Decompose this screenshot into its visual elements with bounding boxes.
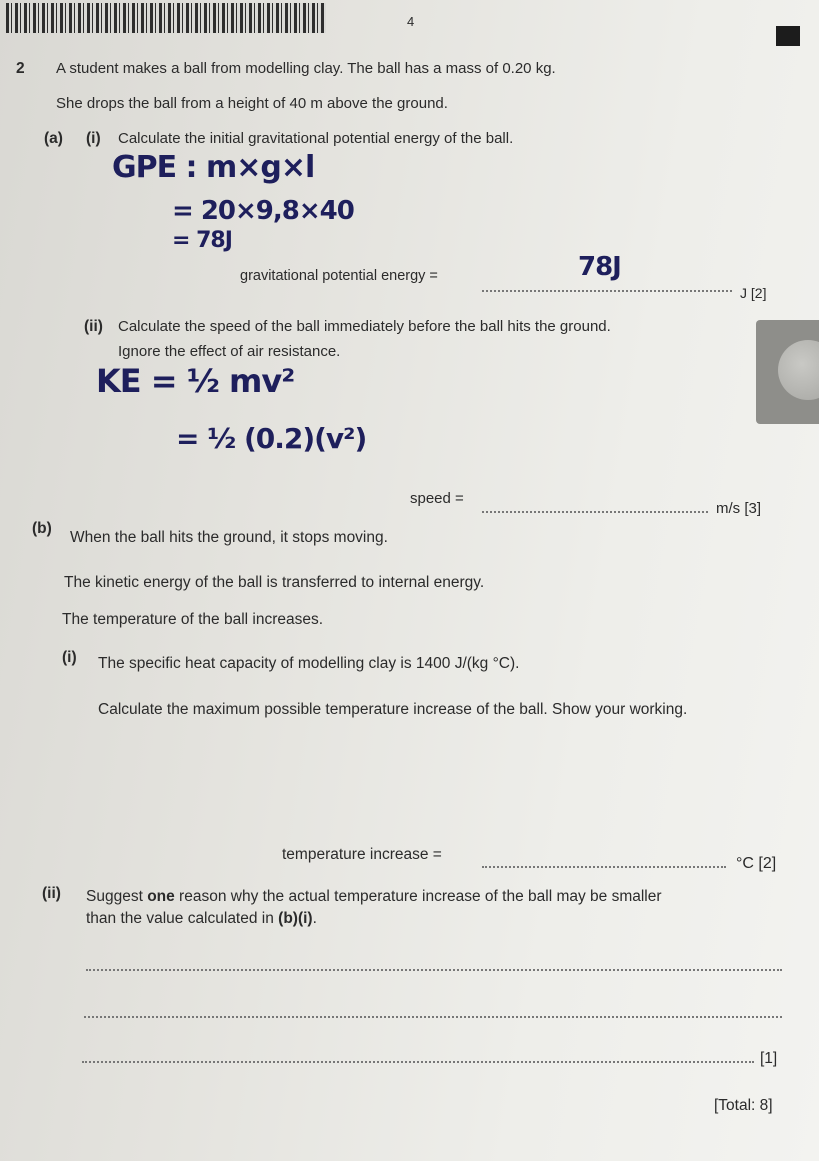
part-b-line-3: The temperature of the ball increases. bbox=[62, 611, 324, 628]
part-b-ii-text-bold: one bbox=[147, 888, 175, 905]
gpe-answer-line[interactable] bbox=[482, 290, 732, 292]
part-b-ii-text bbox=[86, 888, 662, 906]
speed-unit-marks: m/s [3] bbox=[716, 500, 762, 517]
answer-line-3[interactable] bbox=[82, 1061, 754, 1063]
corner-registration-mark bbox=[776, 26, 800, 46]
part-b-line-1: When the ball hits the ground, it stops moving. bbox=[70, 529, 388, 546]
handwritten-ke-substitution: = ½ (0.2)(v²) bbox=[176, 422, 367, 455]
speed-answer-label: speed = bbox=[410, 490, 464, 507]
part-b-ii-text-2-bold: (b)(i) bbox=[278, 910, 313, 927]
intro-line-1: A student makes a ball from modelling clay. The ball has a mass of 0.20 kg. bbox=[56, 60, 556, 77]
part-b-ii-text-2-pre: than the value calculated in bbox=[86, 910, 279, 927]
part-a-ii-text: Calculate the speed of the ball immediately before the ball hits the ground. bbox=[118, 318, 611, 335]
handwritten-gpe-formula: GPE : m×g×l bbox=[112, 150, 315, 185]
answer-line-2[interactable] bbox=[84, 1016, 782, 1018]
total-marks: [Total: 8] bbox=[714, 1097, 773, 1114]
temperature-unit-marks: °C [2] bbox=[736, 855, 777, 872]
part-a-ii-text-2: Ignore the effect of air resistance. bbox=[118, 343, 341, 360]
speed-answer-line[interactable] bbox=[482, 511, 708, 513]
temperature-answer-label: temperature increase = bbox=[282, 846, 442, 863]
part-b-ii-text-pre: Suggest bbox=[86, 888, 148, 905]
part-a-ii-label: (ii) bbox=[84, 318, 103, 335]
temperature-answer-line[interactable] bbox=[482, 866, 726, 868]
side-clip-shadow bbox=[756, 320, 819, 424]
gpe-unit-marks: J [2] bbox=[740, 285, 767, 301]
part-b-line-2: The kinetic energy of the ball is transferred to internal energy. bbox=[64, 574, 485, 591]
page-number: 4 bbox=[407, 14, 415, 29]
part-b-i-text-2: Calculate the maximum possible temperature increase of the ball. Show your working. bbox=[98, 701, 688, 718]
part-b-ii-text-2 bbox=[86, 910, 317, 928]
part-b-ii-text-post: reason why the actual temperature increase of the ball may be smaller bbox=[174, 888, 662, 905]
gpe-answer-label: gravitational potential energy = bbox=[240, 268, 438, 284]
handwritten-gpe-substitution: = 20×9,8×40 bbox=[172, 196, 354, 226]
part-b-label: (b) bbox=[32, 520, 52, 537]
part-a-i-label: (i) bbox=[86, 130, 101, 147]
handwritten-gpe-result: = 78J bbox=[172, 228, 232, 253]
part-a-label: (a) bbox=[44, 130, 63, 147]
part-b-i-label: (i) bbox=[62, 649, 77, 666]
part-a-i-text: Calculate the initial gravitational potential energy of the ball. bbox=[118, 130, 514, 147]
intro-line-2: She drops the ball from a height of 40 m above the ground. bbox=[56, 95, 448, 112]
part-b-i-text: The specific heat capacity of modelling clay is 1400 J/(kg °C). bbox=[98, 655, 520, 672]
handwritten-gpe-answer: 78J bbox=[578, 252, 621, 282]
barcode bbox=[6, 3, 326, 33]
handwritten-ke-formula: KE = ½ mv² bbox=[96, 362, 295, 400]
part-b-ii-label: (ii) bbox=[42, 885, 61, 902]
answer-line-1[interactable] bbox=[86, 969, 782, 971]
part-b-ii-text-2-post: . bbox=[312, 910, 317, 927]
part-b-ii-marks: [1] bbox=[760, 1050, 778, 1067]
question-number: 2 bbox=[16, 60, 25, 77]
